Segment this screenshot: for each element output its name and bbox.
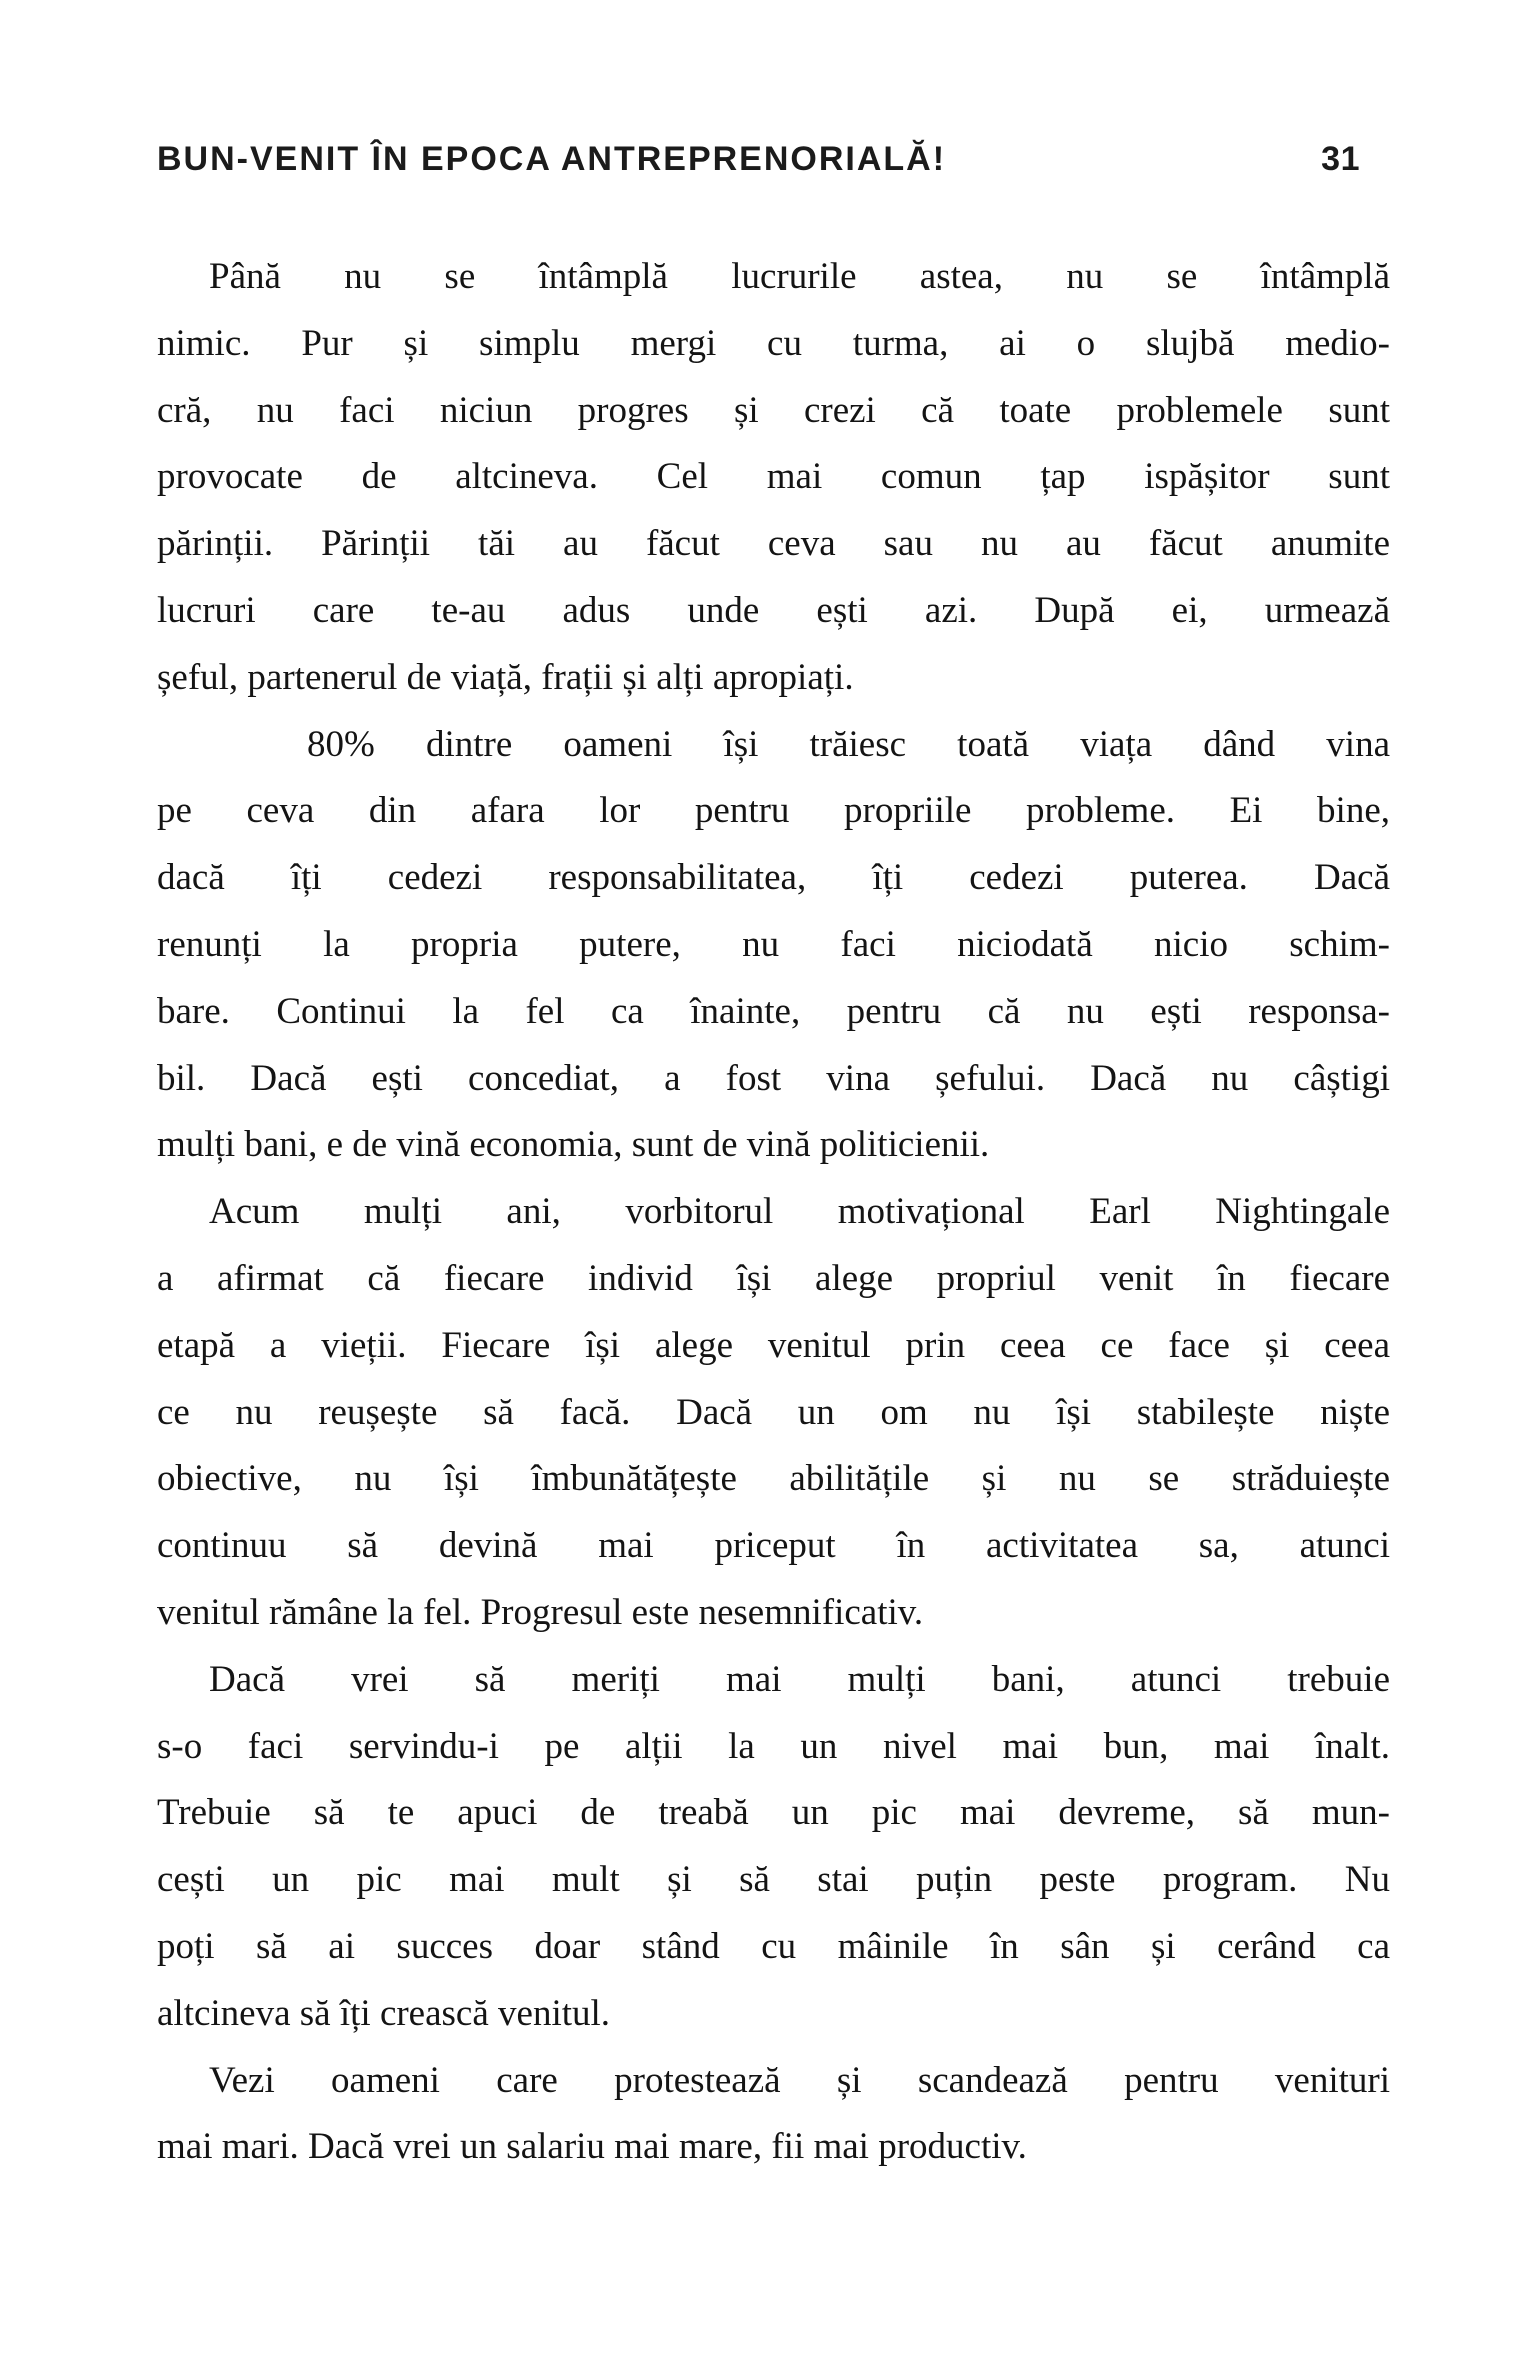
text-line: poți să ai succes doar stând cu mâinile în sân și cerând ca xyxy=(157,1925,1390,1967)
paragraph xyxy=(157,1647,1390,2048)
paragraph xyxy=(157,1179,1390,1647)
text-line: altcineva să îți crească venitul. xyxy=(157,1992,611,2034)
text-line: venitul rămâne la fel. Progresul este nesemnificativ. xyxy=(157,1591,924,1633)
text-line: mai mari. Dacă vrei un salariu mai mare, fii mai productiv. xyxy=(157,2126,1027,2168)
text-line: s-o faci servindu-i pe alții la un nivel mai bun, mai înalt. xyxy=(157,1725,1390,1767)
text-line: ce nu reușește să facă. Dacă un om nu își stabilește niște xyxy=(157,1391,1390,1433)
paragraph xyxy=(157,712,1390,1180)
text-line: mulți bani, e de vină economia, sunt de vină politicienii. xyxy=(157,1124,990,1166)
paragraph xyxy=(157,244,1390,712)
text-line: Acum mulți ani, vorbitorul motivațional Earl Nightingale xyxy=(209,1191,1390,1233)
text-line: nimic. Pur și simplu mergi cu turma, ai o slujbă medio- xyxy=(157,322,1390,364)
text-line: provocate de altcineva. Cel mai comun țap ispășitor sunt xyxy=(157,456,1390,498)
paragraph xyxy=(157,2048,1390,2182)
text-line: renunți la propria putere, nu faci niciodată nicio schim- xyxy=(157,923,1390,965)
text-line: pe ceva din afara lor pentru propriile probleme. Ei bine, xyxy=(157,790,1390,832)
text-line: cră, nu faci niciun progres și crezi că toate problemele sunt xyxy=(157,389,1390,431)
text-line: părinții. Părinții tăi au făcut ceva sau nu au făcut anumite xyxy=(157,523,1390,565)
text-line: Până nu se întâmplă lucrurile astea, nu se întâmplă xyxy=(209,256,1390,297)
text-line: dacă îți cedezi responsabilitatea, îți cedezi puterea. Dacă xyxy=(157,857,1390,899)
page-number: 31 xyxy=(1321,140,1360,178)
body-text xyxy=(157,244,1390,2181)
text-line: obiective, nu își îmbunătățește abilitățile și nu se străduiește xyxy=(157,1458,1390,1500)
running-header xyxy=(157,140,1390,179)
text-line: a afirmat că fiecare individ își alege propriul venit în fiecare xyxy=(157,1257,1390,1299)
text-line: șeful, partenerul de viață, frații și alți apropiați. xyxy=(157,656,854,698)
text-line: Vezi oameni care protestează și scandează pentru venituri xyxy=(209,2059,1390,2101)
text-line: lucruri care te-au adus unde ești azi. După ei, urmează xyxy=(157,589,1390,631)
text-line: bil. Dacă ești concediat, a fost vina șefului. Dacă nu câștigi xyxy=(157,1057,1390,1099)
text-line: continuu să devină mai priceput în activitatea sa, atunci xyxy=(157,1525,1390,1567)
running-title: BUN-VENIT ÎN EPOCA ANTREPRENORIALĂ! xyxy=(157,140,947,178)
text-line: Trebuie să te apuci de treabă un pic mai devreme, să mun- xyxy=(157,1792,1390,1834)
text-line: bare. Continui la fel ca înainte, pentru că nu ești responsa- xyxy=(157,990,1390,1032)
text-line: etapă a vieții. Fiecare își alege venitul prin ceea ce face și ceea xyxy=(157,1324,1390,1366)
text-line: cești un pic mai mult și să stai puțin peste program. Nu xyxy=(157,1859,1390,1901)
text-line: 80% dintre oameni își trăiesc toată viața dând vina xyxy=(307,723,1390,765)
text-line: Dacă vrei să meriți mai mulți bani, atunci trebuie xyxy=(209,1658,1390,1700)
